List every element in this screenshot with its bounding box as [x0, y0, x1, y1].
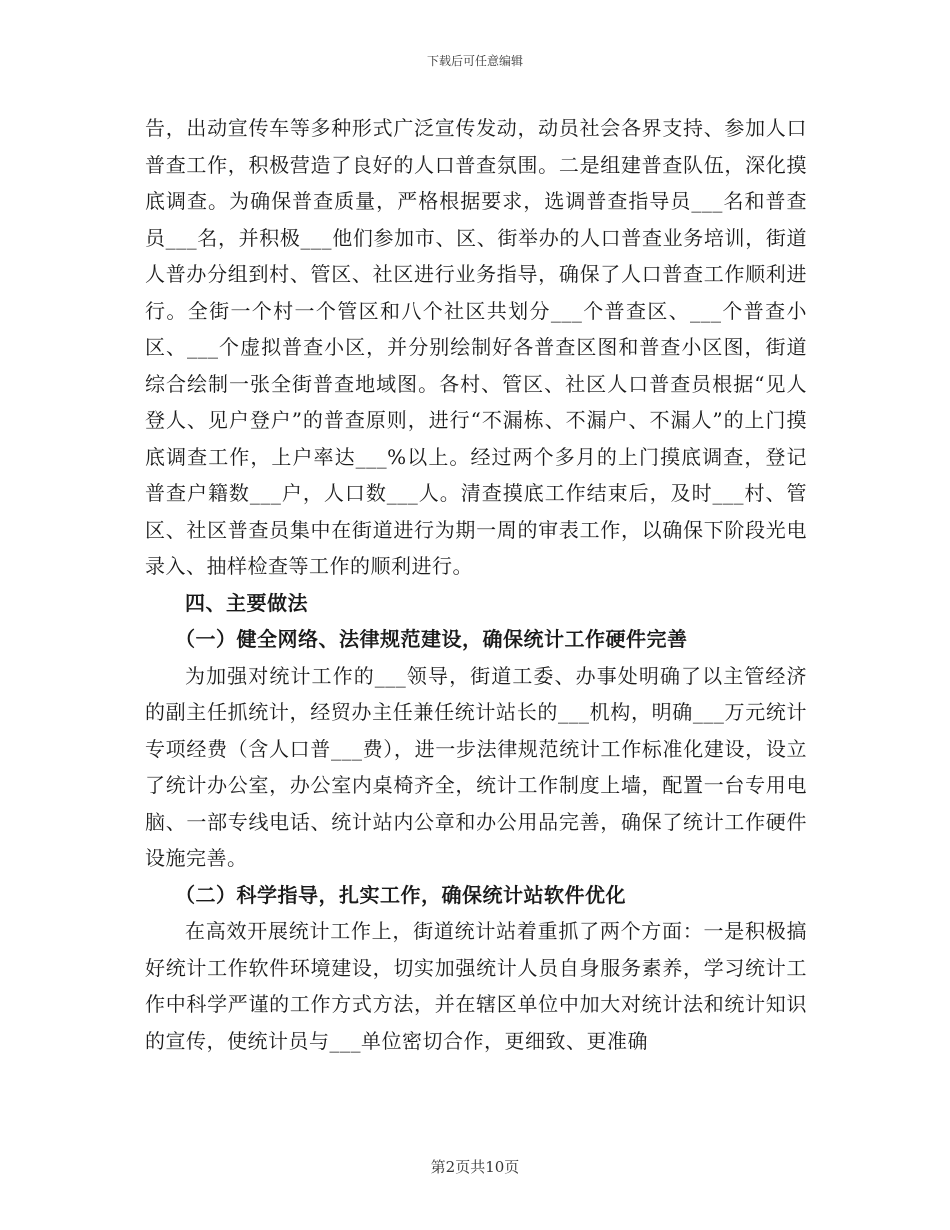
paragraph-software: 在高效开展统计工作上，街道统计站着重抓了两个方面：一是积极搞好统计工作软件环境建设，切实加强统计人员自身服务素养，学习统计工作中科学严谨的工作方式方法，并在辖区单位中加大对统计法和统计知识的宣传，使统计员与___单位密切合作，更细致、更准确 [145, 919, 807, 1053]
subheading-network-legal: （一）健全网络、法律规范建设，确保统计工作硬件完善 [175, 627, 688, 651]
section-heading-main-practices: 四、主要做法 [185, 590, 308, 615]
paragraph-census-survey: 告，出动宣传车等多种形式广泛宣传发动，动员社会各界支持、参加人口普查工作，积极营造了良好的人口普查氛围。二是组建普查队伍，深化摸底调查。为确保普查质量，严格根据要求，选调普查指导员___名和普查员___名，并积极___他们参加市、区、街举办的人口普查业务培训，街道人普办分组到村、管区、社区进行业务指导，确保了人口普查工作顺利进行。全街一个村一个管区和八个社区共划分___个普查区、___个普查小区、___个虚拟普查小区，并分别绘制好各普查区图和普查小区图，街道综合绘制一张全街普查地域图。各村、管区、社区人口普查员根据“见人登人、见户登户”的普查原则，进行“不漏栋、不漏户、不漏人”的上门摸底调查工作，上户率达___%以上。经过两个多月的上门摸底调查，登记普查户籍数___户，人口数___人。清查摸底工作结束后，及时___村、管区、社区普查员集中在街道进行为期一周的审表工作，以确保下阶段光电录入、抽样检查等工作的顺利进行。 [145, 116, 807, 578]
document-body [145, 110, 807, 1059]
page-header: 下载后可任意编辑 [426, 54, 523, 68]
subheading-scientific-guidance: （二）科学指导，扎实工作，确保统计站软件优化 [175, 882, 626, 907]
page-footer: 第2页共10页 [430, 1158, 520, 1176]
paragraph-hardware: 为加强对统计工作的___领导，街道工委、办事处明确了以主管经济的副主任抓统计，经贸办主任兼任统计站长的___机构，明确___万元统计专项经费（含人口普___费），进一步法律规范统计工作标准化建设，设立了统计办公室，办公室内桌椅齐全，统计工作制度上墙，配置一台专用电脑、一部专线电话、统计站内公章和办公用品完善，确保了统计工作硬件设施完善。 [145, 663, 807, 870]
